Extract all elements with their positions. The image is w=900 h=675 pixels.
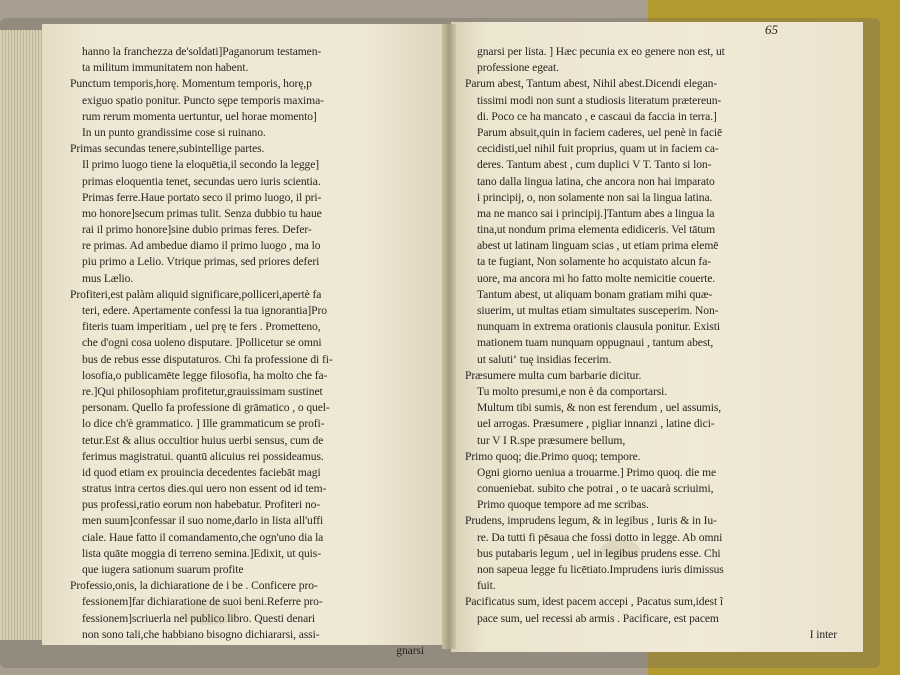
text-line: tissimi modi non sunt a studiosis literatum prætereun- xyxy=(477,93,722,107)
text-line: ta te fugiant, Non solamente ho acquistato alcun fa- xyxy=(477,255,712,269)
text-line: Parum absuit,quin in faciem caderes, uel penè in faciē xyxy=(477,125,723,139)
text-line: conueniebat. subito che potrai , o te uacarà scriuimi, xyxy=(477,482,714,496)
text-line: rai il primo honore]sine dubio primas feres. Defer- xyxy=(82,223,312,237)
text-line: ta militum immunitatem non habent. xyxy=(82,61,249,75)
text-line: que iugera sationum suarum profite xyxy=(82,563,244,576)
text-line: lista quāte moggia di terreno semina.]Edixit, ut quis- xyxy=(82,546,321,560)
text-line: nunquam in extrema orationis clausula ponitur. Existi xyxy=(477,320,720,334)
text-line: personam. Quello fa professione di grāmatico , o quel- xyxy=(82,401,330,415)
text-line: cecidisti,uel nihil fuit proprius, quam ut in faciem ca- xyxy=(477,142,719,156)
text-line: tano dalla lingua latina, che ancora non hai imparato xyxy=(477,174,715,188)
text-line: deres. Tantum abest , cum duplici V T. Tanto si lon- xyxy=(477,158,712,172)
text-line: Prudens, imprudens legum, & in legibus , Iuris & in Iu- xyxy=(465,514,717,528)
left-page-text xyxy=(70,44,430,659)
text-line: stratus intra certos dies.qui uero non essent od id tem- xyxy=(82,482,327,496)
text-line: Præsumere multa cum barbarie dicitur. xyxy=(465,368,642,382)
text-line: fuit. xyxy=(477,579,496,593)
text-line: fiteris tuam imperitiam , uel prę te fers . Prometteno, xyxy=(82,320,321,334)
text-line: id quod etiam ex prouincia decedentes faciebāt magi xyxy=(82,465,321,479)
text-line: uel arrogas. Præsumere , pigliar innanzi , latine dici- xyxy=(477,417,715,431)
text-line: In un punto grandissime cose si ruinano. xyxy=(82,125,266,139)
text-line: i principij, o, non solamente non sai la lingua latina. xyxy=(477,190,713,204)
text-line: Pacificatus sum, idest pacem accepi , Pacatus sum,idest ĩ xyxy=(465,595,723,609)
book-gutter xyxy=(442,24,456,649)
text-line: fessionem]scriuerla nel publico libro. Questi denari xyxy=(82,611,316,625)
text-line: re.]Qui philosophiam profitetur,grauissimam sustinet xyxy=(82,384,323,398)
text-line: mus Lælio. xyxy=(82,271,134,285)
text-line: Primas secundas tenere,subintellige partes. xyxy=(70,142,265,156)
text-line: ma ne manco sai i principij.]Tantum abes a lingua la xyxy=(477,206,715,220)
text-line: uore, ma ancora mi ho fatto molte nemicitie couerte. xyxy=(477,271,716,285)
text-line: Primas ferre.Haue portato seco il primo luogo, il pri- xyxy=(82,190,322,204)
text-line: di. Poco ce ha mancato , e cascaui da faccia in terra.] xyxy=(477,109,717,123)
text-line: rum rerum momenta uertuntur, uel horae momento] xyxy=(82,109,317,123)
text-line: siuerim, ut multas etiam simultates susceperim. Non- xyxy=(477,304,719,317)
text-line: mo honore]secum primas tulit. Senza dubbio tu haue xyxy=(82,206,322,220)
text-line: Parum abest, Tantum abest, Nihil abest.Dicendi elegan- xyxy=(465,77,718,91)
text-line: re. Da tutti fi pēsaua che fossi dotto in legge. Ab omni xyxy=(477,530,723,544)
text-line: che d'ogni cosa uoleno disputare. ]Pollicetur se omni xyxy=(82,336,322,350)
text-line: non sapeua legge fu licētiato.Imprudens iuris dimissus xyxy=(477,563,724,576)
text-line: lo dice ch'è grammatico. ] Ille grammaticum se profi- xyxy=(82,417,325,431)
text-line: piu primo a Lelio. Vtrique primas, sed priores deferi xyxy=(82,255,320,269)
catchword: gnarsi xyxy=(396,643,424,657)
right-page-text xyxy=(465,44,843,643)
text-line: teri, edere. Apertamente confessi la tua ignorantia]Pro xyxy=(82,304,327,317)
text-line: tur V I R.spe præsumere bellum, xyxy=(477,433,626,447)
text-line: bus putabaris legum , uel in legibus prudens esse. Chi xyxy=(477,546,721,560)
catchword: I inter xyxy=(809,627,837,641)
text-line: bus de rebus esse disputaturos. Chi fa professione di fi- xyxy=(82,352,333,366)
text-line: Ogni giorno ueniua a trouarme.] Primo quoq. die me xyxy=(477,465,717,479)
text-line: Il primo luogo tiene la eloquētia,il secondo la legge] xyxy=(82,158,320,172)
text-line: ciale. Haue fatto il comandamento,che ogn'uno dia la xyxy=(82,530,324,544)
text-line: Profiteri,est palàm aliquid significare,polliceri,apertè fa xyxy=(70,287,322,301)
text-line: Primo quoq; die.Primo quoq; tempore. xyxy=(465,449,641,463)
text-line: Tantum abest, ut aliquam bonam gratiam mihi quæ- xyxy=(477,287,713,301)
text-line: pace sum, uel recessi ab armis . Pacificare, est pacem xyxy=(477,611,719,625)
text-line: men suum]confessar il suo nome,darlo in lista all'uffi xyxy=(82,514,324,528)
text-line: tina,ut nondum prima elementa edidiceris. Vel tātum xyxy=(477,223,716,237)
text-line: losofia,o publicamēte legge filosofia, ha molto che fa- xyxy=(82,368,328,382)
text-line: Punctum temporis,horę. Momentum temporis, horę,p xyxy=(70,77,312,91)
text-line: primas eloquentia tenet, secundas uero iuris scientia. xyxy=(82,174,321,188)
text-line: Multum tibi sumis, & non est ferendum , uel assumis, xyxy=(477,401,722,415)
text-line: ut salutiʻ tuę insidias fecerim. xyxy=(477,352,612,366)
text-line: re primas. Ad ambedue diamo il primo luogo , ma lo xyxy=(82,239,321,253)
text-line: pus professi,ratio eorum non habebatur. Profiteri no- xyxy=(82,498,321,512)
text-line: Tu molto presumi,e non è da comportarsi. xyxy=(477,384,668,398)
text-line: fessionem]far dichiaratione de suoi beni.Referre pro- xyxy=(82,595,323,609)
text-line: Primo quoque tempore ad me scribas. xyxy=(477,498,649,512)
text-line: mationem tuam nunquam oppugnaui , tantum abest, xyxy=(477,336,714,350)
text-line: exiguo spatio ponitur. Puncto sępe temporis maxima- xyxy=(82,93,324,107)
text-line: abest ut latinam linguam scias , ut etiam prima elemē xyxy=(477,239,719,253)
text-line: tetur.Est & alius occultior huius uerbi sensus, cum de xyxy=(82,433,324,447)
text-line: Professio,onis, la dichiaratione de i be . Conficere pro- xyxy=(70,579,318,593)
page-number: 65 xyxy=(765,22,778,37)
text-line: ferimus magistratui. quantū alicuius rei possideamus. xyxy=(82,449,324,463)
text-line: non sono tali,che habbiano bisogno dichiararsi, assi- xyxy=(82,627,320,641)
text-line: hanno la franchezza de'soldati]Paganorum testamen- xyxy=(82,45,322,58)
text-line: professione egeat. xyxy=(477,61,559,75)
text-line: gnarsi per lista. ] Hæc pecunia ex eo genere non est, ut xyxy=(477,45,725,58)
